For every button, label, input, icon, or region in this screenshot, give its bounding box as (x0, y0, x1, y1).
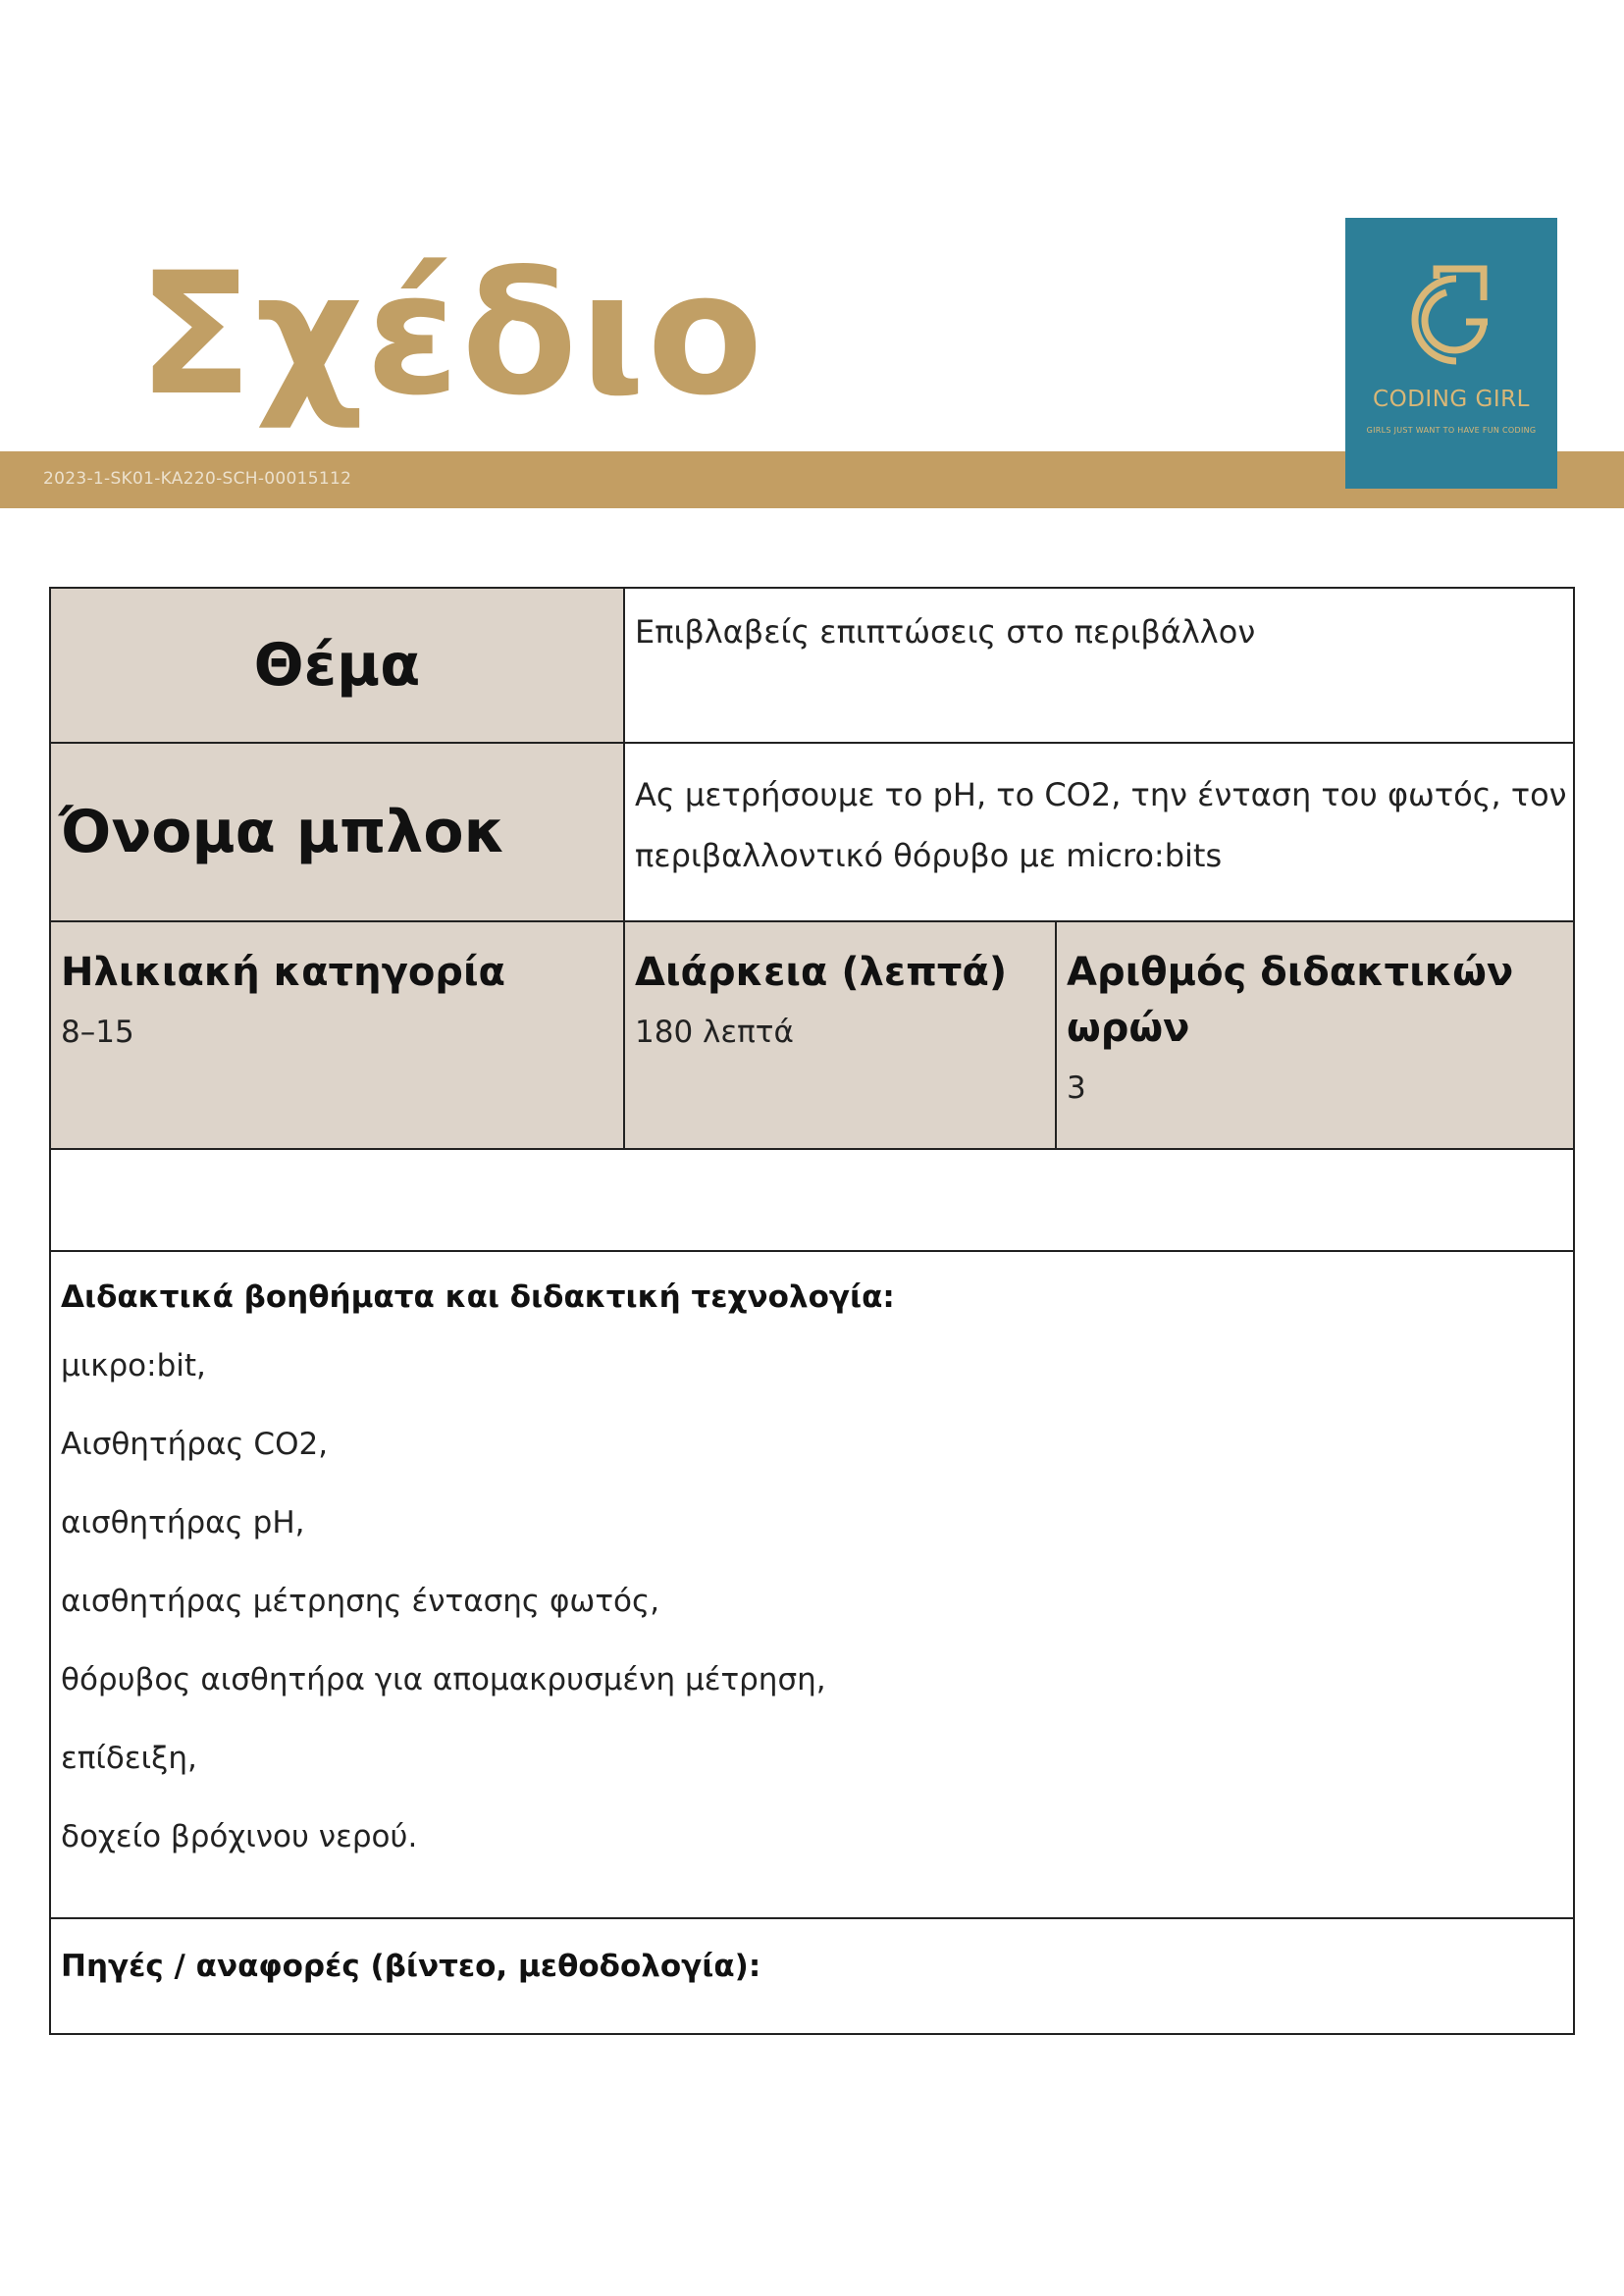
sources-heading: Πηγές / αναφορές (βίντεο, μεθοδολογία): (61, 1949, 761, 1984)
aids-heading: Διδακτικά βοηθήματα και διδακτική τεχνολογία: (61, 1279, 895, 1315)
duration-value: 180 λεπτά (635, 1015, 794, 1050)
aid-item: θόρυβος αισθητήρα για απομακρυσμένη μέτρηση, (61, 1662, 826, 1697)
aid-item: αισθητήρας pH, (61, 1505, 305, 1540)
aid-item: δοχείο βρόχινου νερού. (61, 1819, 418, 1854)
duration-label: Διάρκεια (λεπτά) (635, 950, 1008, 995)
aid-item: επίδειξη, (61, 1741, 197, 1776)
aid-item: Αισθητήρας CO2, (61, 1427, 329, 1462)
aid-item: αισθητήρας μέτρησης έντασης φωτός, (61, 1584, 660, 1619)
topic-value: Επιβλαβείς επιπτώσεις στο περιβάλλον (635, 613, 1256, 651)
hours-label-line-1: Αριθμός διδακτικών (1067, 950, 1514, 995)
block-label: Όνομα μπλοκ (59, 798, 506, 866)
aids-row (51, 1252, 1573, 1919)
duration-cell (625, 922, 1057, 1148)
block-value-cell (625, 744, 1573, 920)
block-row (51, 744, 1573, 922)
age-value: 8–15 (61, 1015, 134, 1050)
logo-name: CODING GIRL (1373, 387, 1530, 412)
lesson-plan-table (49, 587, 1575, 2035)
age-label: Ηλικιακή κατηγορία (61, 950, 506, 995)
document-title: Σχέδιο (137, 250, 765, 433)
hours-cell (1057, 922, 1573, 1148)
age-cell (51, 922, 625, 1148)
block-value-line-2: περιβαλλοντικό θόρυβο με micro:bits (635, 837, 1223, 874)
topic-label: Θέμα (253, 631, 421, 700)
hours-label-line-2: ωρών (1067, 1006, 1190, 1051)
sources-row (51, 1919, 1573, 2033)
hours-value: 3 (1067, 1070, 1086, 1106)
block-value-line-1: Ας μετρήσουμε το pH, το CO2, την ένταση του φωτός, τον (635, 776, 1567, 813)
topic-label-cell (51, 589, 625, 742)
topic-value-cell (625, 589, 1573, 742)
aid-item: μικρο:bit, (61, 1348, 206, 1383)
block-label-cell (51, 744, 625, 920)
logo-tagline: GIRLS JUST WANT TO HAVE FUN CODING (1366, 426, 1537, 435)
topic-row (51, 589, 1573, 744)
sources-cell (51, 1919, 1573, 2033)
aids-cell (51, 1252, 1573, 1917)
cg-monogram-icon (1397, 261, 1505, 379)
empty-row (51, 1150, 1573, 1252)
details-row (51, 922, 1573, 1150)
project-code: 2023-1-SK01-KA220-SCH-00015112 (43, 469, 352, 489)
coding-girl-logo (1345, 218, 1557, 489)
